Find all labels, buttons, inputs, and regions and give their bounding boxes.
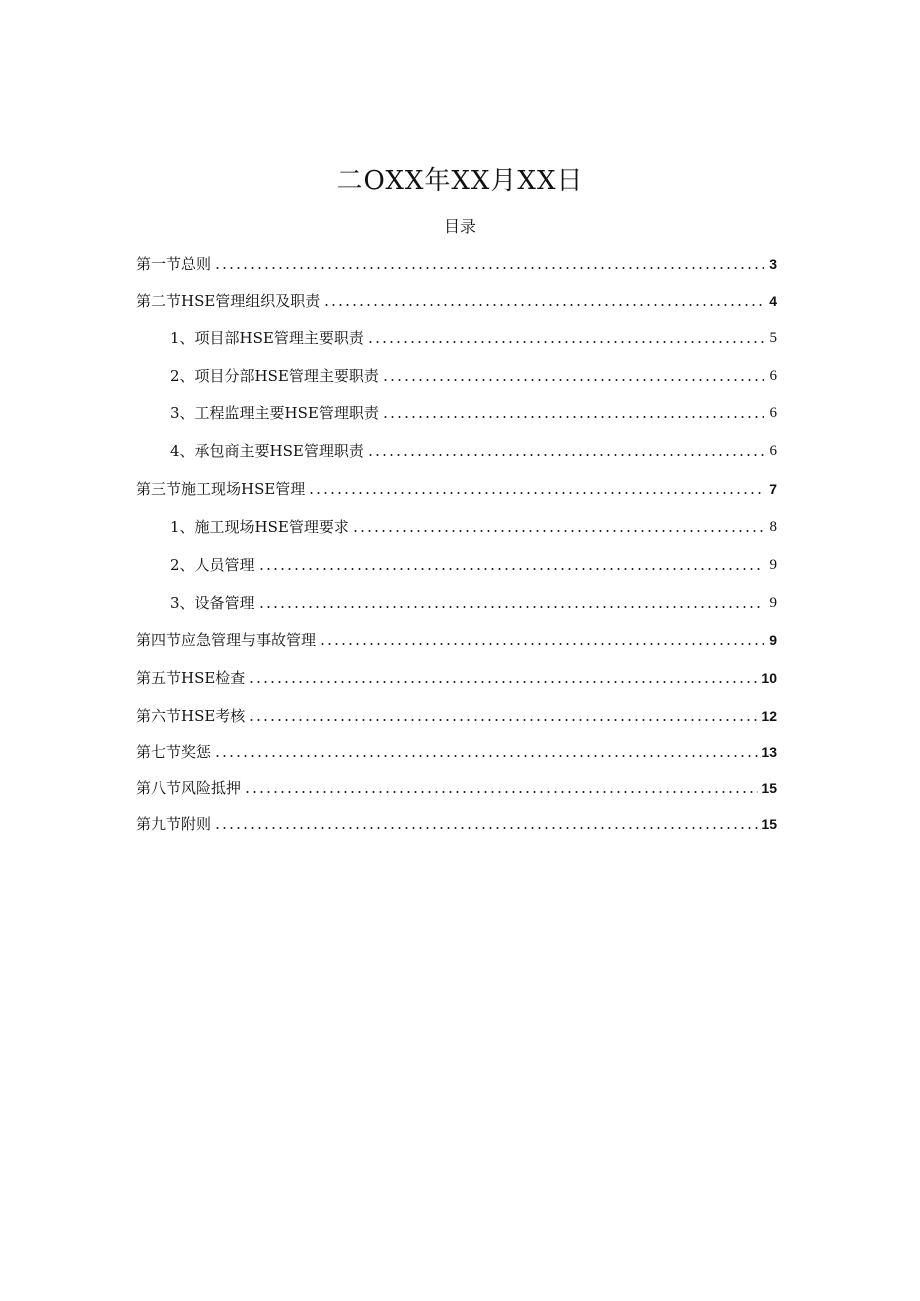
toc-entry[interactable] [136,250,777,274]
toc-entry[interactable] [136,626,777,650]
toc-entry-page: 9 [769,557,777,573]
toc-entry-page: 3 [769,256,777,272]
toc-entry-title: 2、项目分部HSE管理主要职责 [170,367,379,385]
toc-entry[interactable] [136,702,777,726]
dot-leader [244,791,758,793]
toc-entry-title: 3、设备管理 [170,594,255,612]
dot-leader [258,568,764,570]
toc-entry-page: 6 [769,368,777,384]
dot-leader [248,681,758,683]
toc-entry-page: 13 [761,744,777,760]
toc-entry-title: 1、施工现场HSE管理要求 [170,518,349,536]
toc-entry[interactable] [136,475,777,499]
toc-entry[interactable] [170,513,777,537]
dot-leader [382,416,764,418]
dot-leader [214,827,758,829]
dot-leader [352,530,764,532]
toc-entry-page: 9 [769,632,777,648]
toc-entry-title: 2、人员管理 [170,556,255,574]
toc-entry-title: 第二节HSE管理组织及职责 [136,292,321,310]
toc-entry[interactable] [136,664,777,688]
toc-entry-page: 12 [761,708,777,724]
dot-leader [214,755,758,757]
toc-entry[interactable] [136,774,777,798]
toc-entry[interactable] [136,287,777,311]
toc-entry[interactable] [170,399,777,423]
dot-leader [382,379,764,381]
toc-entry-title: 第八节风险抵押 [136,779,242,797]
dot-leader [323,304,764,306]
toc-entry-page: 6 [769,443,777,459]
toc-entry-title: 第四节应急管理与事故管理 [136,631,317,649]
toc-entry-page: 6 [769,405,777,421]
toc-entry-title: 第七节奖惩 [136,743,212,761]
toc-entry-page: 5 [769,330,777,346]
dot-leader [367,454,764,456]
toc-entry[interactable] [170,324,777,348]
toc-entry-title: 1、项目部HSE管理主要职责 [170,329,364,347]
toc-entry[interactable] [136,810,777,834]
toc-entry-title: 3、工程监理主要HSE管理职责 [170,404,379,422]
toc-entry[interactable] [136,738,777,762]
toc-entry-title: 第五节HSE检查 [136,669,246,687]
toc-entry-page: 10 [761,670,777,686]
dot-leader [258,606,764,608]
toc-entry[interactable] [170,437,777,461]
toc-entry-title: 4、承包商主要HSE管理职责 [170,442,364,460]
dot-leader [214,267,764,269]
dot-leader [367,341,764,343]
toc-entry[interactable] [170,362,777,386]
toc-entry-title: 第六节HSE考核 [136,707,246,725]
toc-entry-page: 15 [761,816,777,832]
dot-leader [248,719,758,721]
toc-entry-title: 第九节附则 [136,815,212,833]
toc-entry-page: 4 [769,293,777,309]
toc-entry-title: 第三节施工现场HSE管理 [136,480,306,498]
toc-entry[interactable] [170,551,777,575]
toc-entry-page: 8 [769,519,777,535]
date-heading: 二OXX年XX月XX日 [336,166,584,196]
dot-leader [319,643,764,645]
toc-entry-page: 9 [769,595,777,611]
toc-entry[interactable] [170,589,777,613]
dot-leader [308,492,764,494]
toc-entry-page: 7 [769,481,777,497]
toc-entry-title: 第一节总则 [136,255,212,273]
toc-title: 目录 [443,217,476,236]
toc-entry-page: 15 [761,780,777,796]
